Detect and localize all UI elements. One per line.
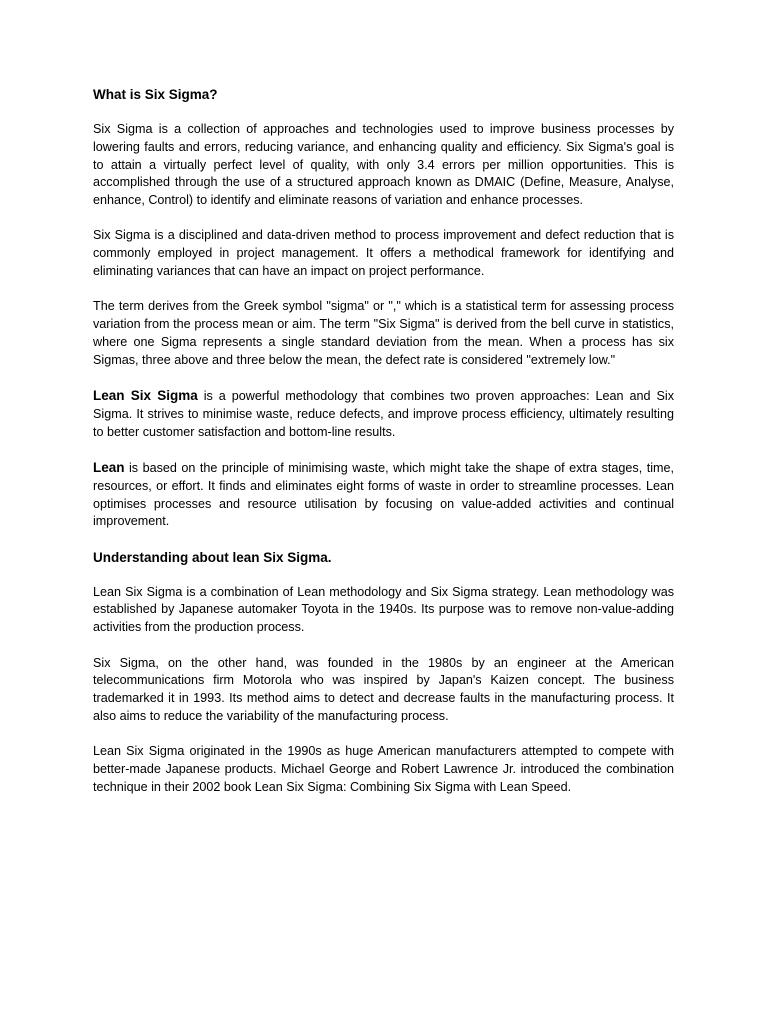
lean-lead: Lean <box>93 459 125 475</box>
paragraph-lean-six-sigma-origin: Lean Six Sigma originated in the 1990s as huge American manufacturers attempted to compete with better-made Japanese products. Michael George and Robert Lawrence Jr. introduced the combination technique in their 2002 book Lean Six Sigma: Combining Six Sigma with Lean Speed. <box>93 744 674 794</box>
lean-six-sigma-text: is a powerful methodology that combines two proven approaches: Lean and Six Sigma. It strives to minimise waste, reduce defects, and improve process efficiency, ultimately resulting to better customer satisfaction and bottom-line results. <box>93 389 674 439</box>
lean-text: is based on the principle of minimising waste, which might take the shape of extra stages, time, resources, or effort. It finds and eliminates eight forms of waste in order to streamline processes. Lean optimises processes and resource utilisation by focusing on value-added activities and continual improvement. <box>93 460 674 529</box>
paragraph-six-sigma-motorola: Six Sigma, on the other hand, was founded in the 1980s by an engineer at the American telecommunications firm Motorola who was inspired by Japan's Kaizen concept. The business trademarked it in 1993. Its method aims to detect and decrease faults in the manufacturing process. It also aims to reduce the variability of the manufacturing process. <box>93 655 674 723</box>
section-heading-what-is-six-sigma: What is Six Sigma? <box>93 87 218 102</box>
paragraph-lean <box>93 459 674 531</box>
paragraph-lean-six-sigma <box>93 387 674 441</box>
paragraph-sigma-term-origin: The term derives from the Greek symbol "sigma" or "," which is a statistical term for assessing process variation from the process mean or aim. The term "Six Sigma" is derived from the bell curve in statistics, where one Sigma represents a single standard deviation from the mean. When a process has six Sigmas, three above and three below the mean, the defect rate is considered "extremely low." <box>93 299 674 367</box>
document-page <box>93 86 674 814</box>
paragraph-six-sigma-definition: Six Sigma is a collection of approaches and technologies used to improve business processes by lowering faults and errors, reducing variance, and enhancing quality and efficiency. Six Sigma's goal is to attain a virtually perfect level of quality, with only 3.4 errors per million opportunities. This is accomplished through the use of a structured approach known as DMAIC (Define, Measure, Analyse, enhance, Control) to identify and eliminate reasons of variation and enhance processes. <box>93 122 674 208</box>
section-heading-understanding-lean-six-sigma: Understanding about lean Six Sigma. <box>93 549 332 565</box>
lean-six-sigma-lead: Lean Six Sigma <box>93 388 198 404</box>
paragraph-six-sigma-project-management: Six Sigma is a disciplined and data-driven method to process improvement and defect reduction that is commonly employed in project management. It offers a methodical framework for identifying and eliminating variances that can have an impact on project performance. <box>93 228 674 279</box>
paragraph-lean-six-sigma-combination: Lean Six Sigma is a combination of Lean methodology and Six Sigma strategy. Lean methodology was established by Japanese automaker Toyota in the 1940s. Its purpose was to remove non-value-adding activities from the production process. <box>93 584 674 635</box>
